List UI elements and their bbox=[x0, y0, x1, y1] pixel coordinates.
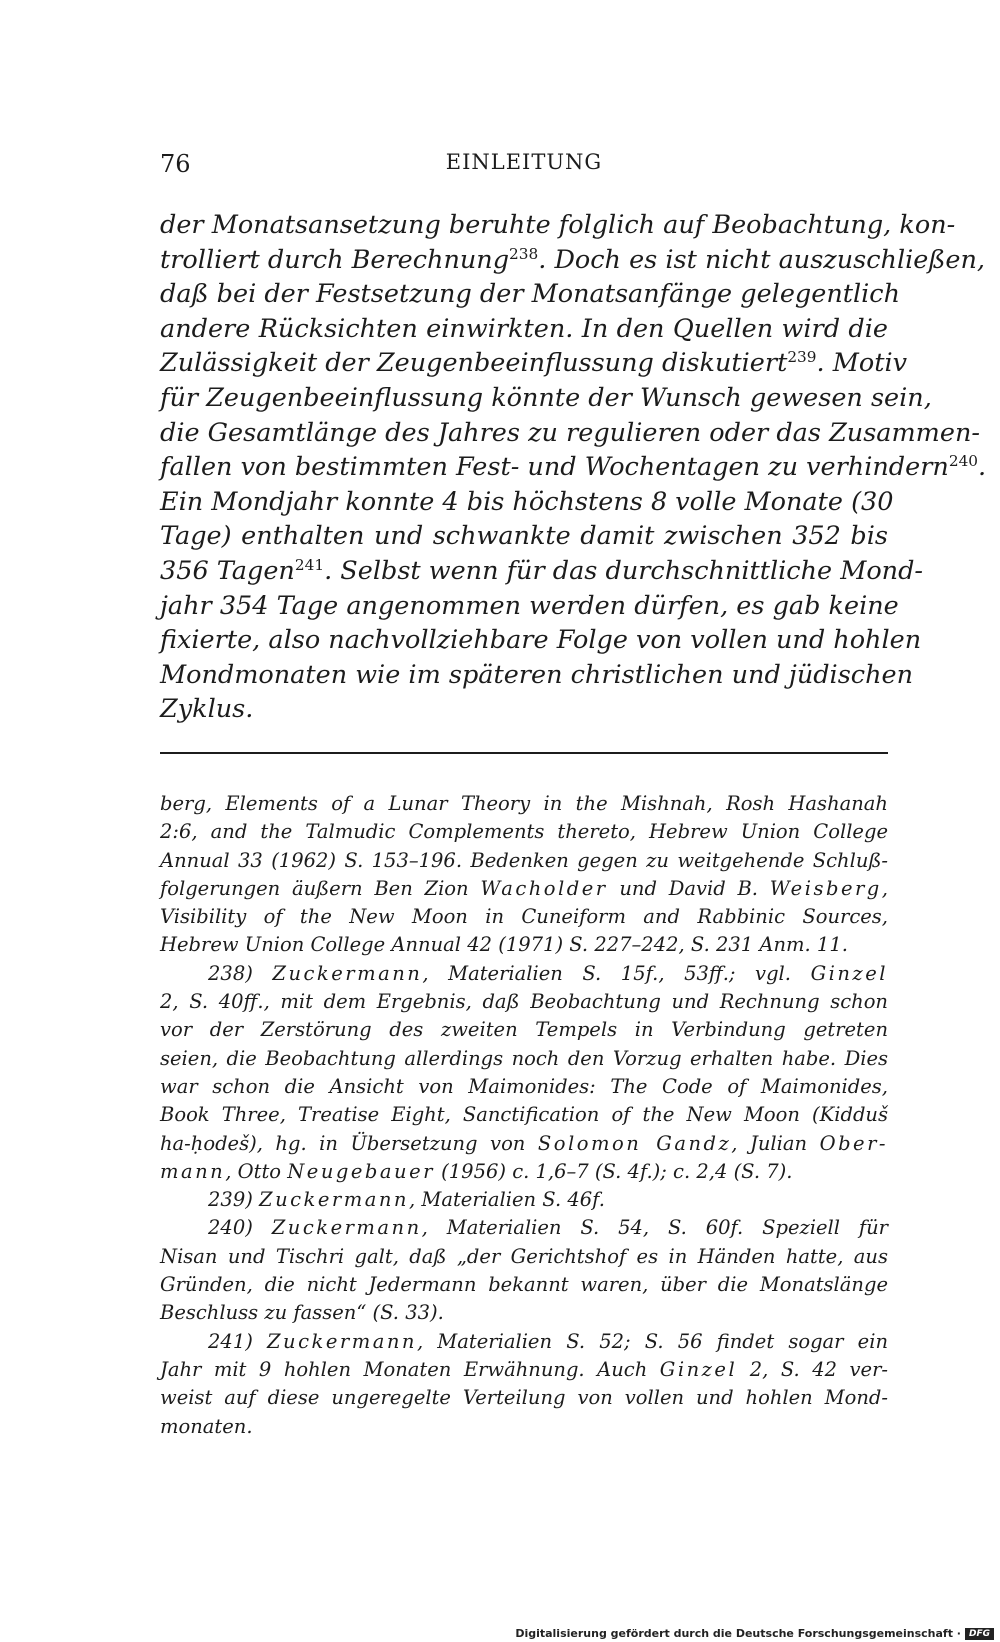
dfg-logo-icon: DFG bbox=[965, 1628, 994, 1640]
footnote-241: 241) Zuckermann, Materialien S. 52; S. 56 findet sogar ein bbox=[208, 1329, 889, 1353]
footnote-line: folgerungen äußern Ben Zion Wacholder und David B. Weisberg, bbox=[160, 876, 888, 900]
footnote-ref[interactable]: 241 bbox=[294, 555, 325, 574]
text-line: fixierte, also nachvollziehbare Folge von vollen und hohlen bbox=[160, 625, 922, 656]
page-number: 76 bbox=[160, 150, 191, 178]
text-line: Ein Mondjahr konnte 4 bis höchstens 8 volle Monate (30 bbox=[160, 486, 894, 517]
footnote-line: Gründen, die nicht Jedermann bekannt waren, über die Monatslänge bbox=[160, 1273, 888, 1297]
footnote-239: 239) Zuckermann, Materialien S. 46f. bbox=[208, 1188, 605, 1212]
text-line: daß bei der Festsetzung der Monatsanfänge gelegentlich bbox=[160, 279, 901, 310]
running-header bbox=[160, 150, 888, 184]
text-line: für Zeugenbeeinflussung könnte der Wunsch gewesen sein, bbox=[160, 382, 932, 413]
footnote-ref[interactable]: 240 bbox=[948, 451, 979, 470]
footnote-line: 2, S. 40ff., mit dem Ergebnis, daß Beobachtung und Rechnung schon bbox=[160, 990, 888, 1014]
footnote-ref[interactable]: 238 bbox=[509, 244, 539, 263]
footnote-line: berg, Elements of a Lunar Theory in the Mishnah, Rosh Hashanah bbox=[160, 792, 888, 815]
digitization-credit bbox=[515, 1627, 994, 1640]
text-line: Zulässigkeit der Zeugenbeeinflussung diskutiert$^{239}$. Motiv bbox=[160, 348, 908, 379]
footnote-line: war schon die Ansicht von Maimonides: The Code of Maimonides, bbox=[160, 1074, 888, 1098]
footnote-line: Annual 33 (1962) S. 153–196. Bedenken gegen zu weitgehende Schluß- bbox=[160, 848, 888, 872]
text-line: Mondmonaten wie im späteren christlichen und jüdischen bbox=[160, 659, 914, 690]
text-line: Zyklus. bbox=[160, 694, 254, 725]
footnote-line: seien, die Beobachtung allerdings noch den Vorzug erhalten habe. Dies bbox=[160, 1046, 888, 1070]
footnote-line: monaten. bbox=[160, 1414, 253, 1438]
footnote-line: Nisan und Tischri galt, daß „der Gerichtshof es in Händen hatte, aus bbox=[160, 1244, 888, 1268]
footnote-238: 238) Zuckermann, Materialien S. 15f., 53ff.; vgl. Ginzel bbox=[208, 961, 888, 985]
credit-text: Digitalisierung gefördert durch die Deutsche Forschungsgemeinschaft · bbox=[515, 1627, 961, 1640]
text-line: andere Rücksichten einwirkten. In den Quellen wird die bbox=[160, 313, 888, 344]
text-line: die Gesamtlänge des Jahres zu regulieren oder das Zusammen- bbox=[160, 417, 980, 448]
text-line: 356 Tagen$^{241}$. Selbst wenn für das durchschnittliche Mond- bbox=[160, 555, 924, 586]
running-title: EINLEITUNG bbox=[445, 150, 603, 174]
text-line: trolliert durch Berechnung$^{238}$. Doch es ist nicht auszuschließen, bbox=[160, 244, 985, 275]
footnotes bbox=[160, 790, 888, 1441]
footnote-line: 2:6, and the Talmudic Complements thereto, Hebrew Union College bbox=[160, 820, 888, 844]
footnote-line: ha-ḥodeš), hg. in Übersetzung von Solomon Gandz, Julian Ober- bbox=[160, 1131, 888, 1155]
footnote-divider bbox=[160, 752, 888, 754]
text-line: Tage) enthalten und schwankte damit zwischen 352 bis bbox=[160, 521, 888, 552]
footnote-ref[interactable]: 239 bbox=[787, 348, 817, 367]
footnote-line: Hebrew Union College Annual 42 (1971) S. 227–242, S. 231 Anm. 11. bbox=[160, 933, 848, 957]
footnote-line: Jahr mit 9 hohlen Monaten Erwähnung. Auch Ginzel 2, S. 42 ver- bbox=[160, 1357, 888, 1381]
footnote-line: Visibility of the New Moon in Cuneiform and Rabbinic Sources, bbox=[160, 905, 888, 929]
text-line: jahr 354 Tage angenommen werden dürfen, es gab keine bbox=[160, 590, 899, 621]
footnote-line: weist auf diese ungeregelte Verteilung von vollen und hohlen Mond- bbox=[160, 1386, 888, 1410]
footnote-line: Book Three, Treatise Eight, Sanctification of the New Moon (Kidduš bbox=[160, 1103, 888, 1127]
footnote-line: vor der Zerstörung des zweiten Tempels in Verbindung getreten bbox=[160, 1018, 888, 1042]
footnote-line: Beschluss zu fassen“ (S. 33). bbox=[160, 1301, 444, 1325]
main-text bbox=[160, 208, 987, 727]
text-line: fallen von bestimmten Fest- und Wochentagen zu verhindern$^{240}$. bbox=[160, 451, 987, 483]
footnote-240: 240) Zuckermann, Materialien S. 54, S. 60f. Speziell für bbox=[208, 1216, 888, 1240]
text-line: der Monatsansetzung beruhte folglich auf Beobachtung, kon- bbox=[160, 210, 956, 240]
footnote-line: mann, Otto Neugebauer (1956) c. 1,6–7 (S. 4f.); c. 2,4 (S. 7). bbox=[160, 1159, 793, 1183]
